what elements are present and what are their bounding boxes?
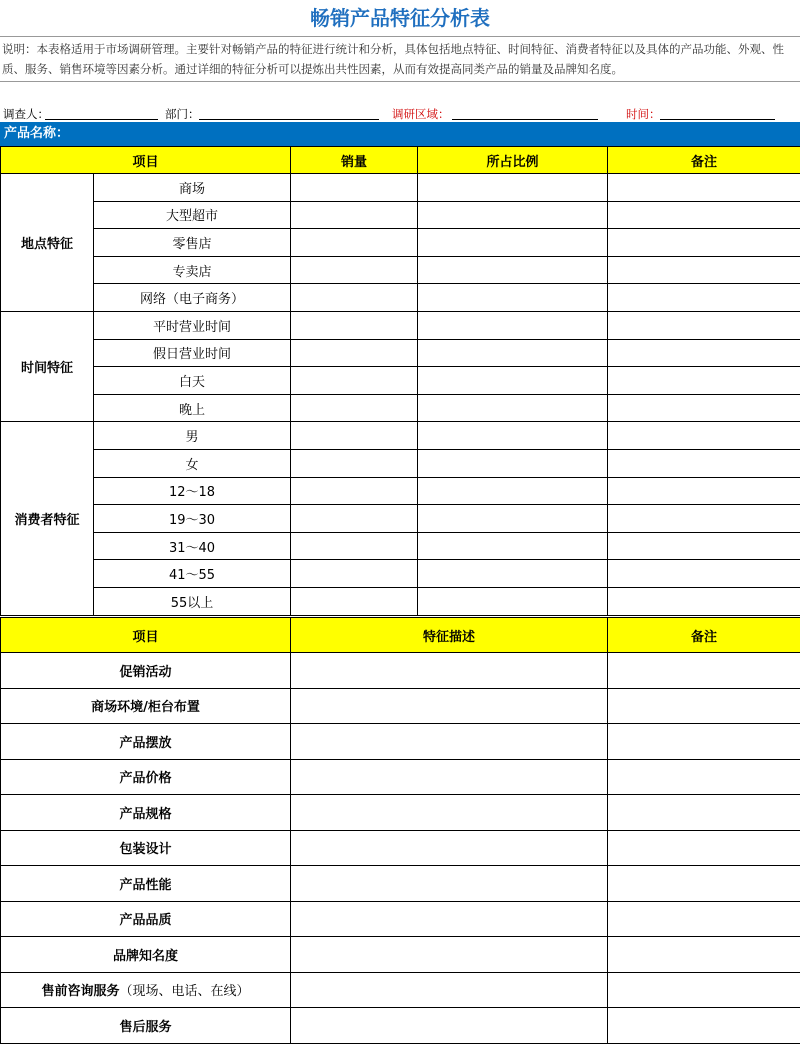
sales-cell[interactable] (291, 587, 418, 615)
sales-cell[interactable] (291, 311, 418, 339)
description-cell[interactable] (291, 901, 608, 937)
table-row (1, 759, 800, 795)
remark-cell[interactable] (608, 477, 800, 505)
product-name-bar[interactable]: 产品名称： (0, 122, 800, 146)
table-row (1, 972, 800, 1008)
description-cell[interactable] (291, 1008, 608, 1044)
remark-cell[interactable] (608, 367, 800, 395)
description-cell[interactable] (291, 866, 608, 902)
remark-cell[interactable] (608, 311, 800, 339)
remark-cell[interactable] (608, 866, 800, 902)
description-cell[interactable] (291, 795, 608, 831)
table-row (1, 587, 800, 615)
item-label (1, 688, 291, 724)
sales-cell[interactable] (291, 201, 418, 229)
table-row (1, 477, 800, 505)
sales-cell[interactable] (291, 560, 418, 588)
sales-cell[interactable] (291, 174, 418, 202)
item-label-text: 品牌知名度 (113, 949, 178, 964)
ratio-cell[interactable] (418, 229, 608, 257)
remark-cell[interactable] (608, 174, 800, 202)
table-row (1, 449, 800, 477)
sales-cell[interactable] (291, 505, 418, 533)
remark-cell[interactable] (608, 256, 800, 284)
sales-cell[interactable] (291, 367, 418, 395)
department-field[interactable] (199, 119, 379, 120)
investigator-field[interactable] (45, 119, 158, 120)
item-label: 55以上 (94, 587, 291, 615)
table-row (1, 532, 800, 560)
table-row (1, 1008, 800, 1044)
ratio-cell[interactable] (418, 422, 608, 450)
ratio-cell[interactable] (418, 505, 608, 533)
remark-cell[interactable] (608, 284, 800, 312)
item-label-text: 商场环境/柜台布置 (91, 700, 200, 715)
sales-cell[interactable] (291, 449, 418, 477)
item-label-text: 产品价格 (119, 771, 171, 786)
table-row (1, 560, 800, 588)
item-label: 假日营业时间 (94, 339, 291, 367)
ratio-cell[interactable] (418, 339, 608, 367)
item-label-text: 售前咨询服务 (41, 984, 119, 999)
description-cell[interactable] (291, 688, 608, 724)
item-label (1, 901, 291, 937)
time-label: 时间： (626, 106, 661, 122)
remark-cell[interactable] (608, 724, 800, 760)
sales-cell[interactable] (291, 284, 418, 312)
department-label: 部门： (165, 106, 200, 122)
ratio-cell[interactable] (418, 201, 608, 229)
item-label: 平时营业时间 (94, 311, 291, 339)
item-label (1, 759, 291, 795)
item-label-text: 促销活动 (119, 665, 171, 680)
description-cell[interactable] (291, 724, 608, 760)
sales-cell[interactable] (291, 229, 418, 257)
header-sales: 销量 (291, 147, 418, 174)
feature-description-table (0, 617, 800, 1044)
item-label: 零售店 (94, 229, 291, 257)
item-label: 商场 (94, 174, 291, 202)
header-remark: 备注 (608, 618, 800, 653)
description-note: 说明：本表格适用于市场调研管理。主要针对畅销产品的特征进行统计和分析，具体包括地点特征、时间特征、消费者特征以及具体的产品功能、外观、性质、服务、销售环境等因素分析。通过详细的特征分析可以提炼出共性因素，从而有效提高同类产品的销量及品牌知名度。 (0, 36, 800, 82)
item-label: 12～18 (94, 477, 291, 505)
ratio-cell[interactable] (418, 587, 608, 615)
table1-header-row (1, 147, 800, 174)
item-label (1, 972, 291, 1008)
item-label: 19～30 (94, 505, 291, 533)
description-cell[interactable] (291, 759, 608, 795)
sales-cell[interactable] (291, 477, 418, 505)
item-label-text: 售后服务 (119, 1020, 171, 1035)
feature-stats-table (0, 146, 800, 616)
sales-cell[interactable] (291, 339, 418, 367)
remark-cell[interactable] (608, 394, 800, 422)
item-label-text: 产品规格 (119, 807, 171, 822)
item-label (1, 866, 291, 902)
header-ratio: 所占比例 (418, 147, 608, 174)
item-label (1, 1008, 291, 1044)
table-row (1, 229, 800, 257)
description-cell[interactable] (291, 937, 608, 973)
item-label (1, 937, 291, 973)
item-label (1, 795, 291, 831)
item-label: 网络（电子商务） (94, 284, 291, 312)
table-row (1, 284, 800, 312)
description-cell[interactable] (291, 830, 608, 866)
investigator-label: 调查人： (3, 106, 49, 122)
time-field[interactable] (660, 119, 775, 120)
ratio-cell[interactable] (418, 449, 608, 477)
table-row (1, 367, 800, 395)
item-label (1, 653, 291, 689)
table-row (1, 688, 800, 724)
table-row (1, 866, 800, 902)
table-row (1, 311, 800, 339)
item-label-text: 产品摆放 (119, 736, 171, 751)
item-label-text: 产品品质 (119, 913, 171, 928)
sales-cell[interactable] (291, 532, 418, 560)
remark-cell[interactable] (608, 901, 800, 937)
header-item: 项目 (1, 147, 291, 174)
table-row (1, 394, 800, 422)
table-row (1, 830, 800, 866)
item-label: 晚上 (94, 394, 291, 422)
table-row (1, 901, 800, 937)
sales-cell[interactable] (291, 394, 418, 422)
item-label: 专卖店 (94, 256, 291, 284)
item-label (1, 830, 291, 866)
remark-cell[interactable] (608, 339, 800, 367)
remark-cell[interactable] (608, 759, 800, 795)
ratio-cell[interactable] (418, 532, 608, 560)
item-label (1, 724, 291, 760)
region-field[interactable] (452, 119, 598, 120)
header-item: 项目 (1, 618, 291, 653)
header-remark: 备注 (608, 147, 800, 174)
remark-cell[interactable] (608, 972, 800, 1008)
table-row (1, 937, 800, 973)
remark-cell[interactable] (608, 201, 800, 229)
remark-cell[interactable] (608, 653, 800, 689)
sales-cell[interactable] (291, 422, 418, 450)
ratio-cell[interactable] (418, 367, 608, 395)
table-row (1, 795, 800, 831)
ratio-cell[interactable] (418, 477, 608, 505)
table-row (1, 201, 800, 229)
remark-cell[interactable] (608, 937, 800, 973)
remark-cell[interactable] (608, 449, 800, 477)
group-label: 时间特征 (1, 311, 94, 421)
description-cell[interactable] (291, 972, 608, 1008)
ratio-cell[interactable] (418, 560, 608, 588)
remark-cell[interactable] (608, 830, 800, 866)
ratio-cell[interactable] (418, 174, 608, 202)
survey-info-row (0, 100, 800, 122)
item-label: 大型超市 (94, 201, 291, 229)
region-label: 调研区域： (392, 106, 450, 122)
table-row (1, 339, 800, 367)
description-cell[interactable] (291, 653, 608, 689)
item-label-text: 产品性能 (119, 878, 171, 893)
remark-cell[interactable] (608, 505, 800, 533)
ratio-cell[interactable] (418, 256, 608, 284)
remark-cell[interactable] (608, 560, 800, 588)
remark-cell[interactable] (608, 587, 800, 615)
ratio-cell[interactable] (418, 394, 608, 422)
item-label: 31～40 (94, 532, 291, 560)
item-label-suffix: （现场、电话、在线） (120, 984, 250, 999)
remark-cell[interactable] (608, 795, 800, 831)
ratio-cell[interactable] (418, 311, 608, 339)
item-label: 男 (94, 422, 291, 450)
table-row (1, 505, 800, 533)
page-title: 畅销产品特征分析表 (0, 0, 800, 36)
table-row (1, 256, 800, 284)
remark-cell[interactable] (608, 229, 800, 257)
group-label: 消费者特征 (1, 422, 94, 615)
sales-cell[interactable] (291, 256, 418, 284)
table2-header-row (1, 618, 800, 653)
item-label-text: 包装设计 (119, 842, 171, 857)
table-row (1, 174, 800, 202)
remark-cell[interactable] (608, 688, 800, 724)
remark-cell[interactable] (608, 532, 800, 560)
remark-cell[interactable] (608, 1008, 800, 1044)
remark-cell[interactable] (608, 422, 800, 450)
item-label: 41～55 (94, 560, 291, 588)
header-description: 特征描述 (291, 618, 608, 653)
item-label: 女 (94, 449, 291, 477)
table-row (1, 724, 800, 760)
ratio-cell[interactable] (418, 284, 608, 312)
group-label: 地点特征 (1, 174, 94, 312)
item-label: 白天 (94, 367, 291, 395)
table-row (1, 653, 800, 689)
table-row (1, 422, 800, 450)
